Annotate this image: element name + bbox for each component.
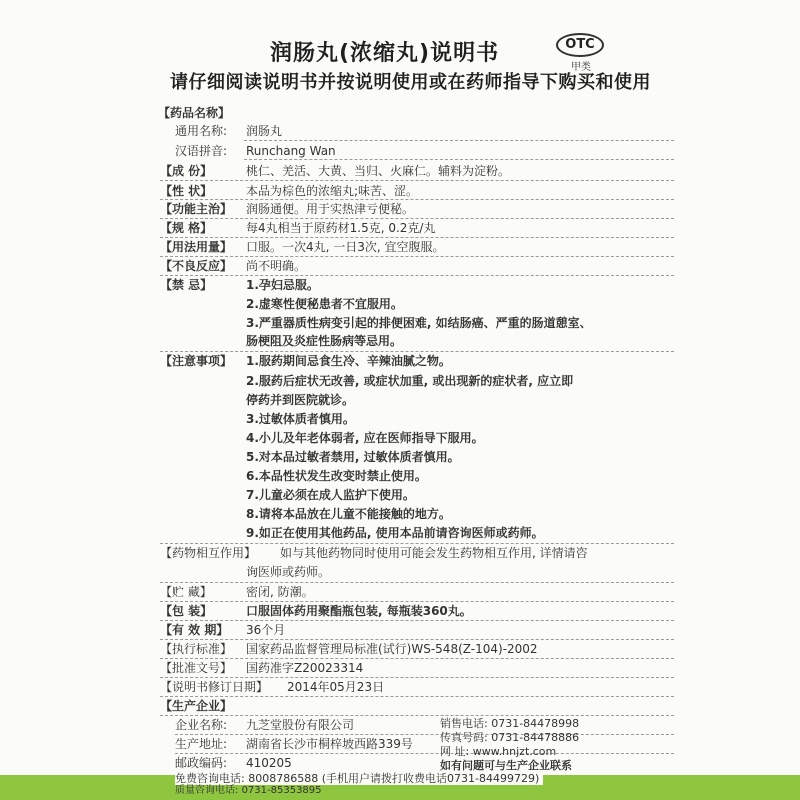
- spec-value: 每4丸相当于原药材1.5克, 0.2克/丸: [246, 221, 436, 235]
- hotline-label: 免费咨询电话:: [175, 772, 245, 785]
- divider: [160, 275, 674, 276]
- generic-name-value: 润肠丸: [246, 124, 283, 138]
- precaution-item: 2.服药后症状无改善, 或症状加重, 或出现新的症状者, 应立即: [246, 374, 574, 388]
- postcode-label: 邮政编码:: [175, 756, 228, 770]
- precaution-item: 6.本品性状发生改变时禁止使用。: [246, 469, 427, 483]
- section-manufacturer: 【生产企业】: [160, 699, 233, 713]
- document-title: 润肠丸(浓缩丸)说明书: [270, 41, 500, 66]
- divider: [244, 140, 674, 141]
- sales-label: 销售电话:: [440, 717, 488, 730]
- divider: [160, 715, 674, 716]
- divider: [160, 620, 674, 621]
- approval-label: 【批准文号】: [160, 661, 233, 675]
- address-label: 生产地址:: [175, 737, 228, 751]
- usage-label: 【用法用量】: [160, 240, 233, 254]
- postcode-value: 410205: [246, 756, 292, 770]
- precaution-item: 3.过敏体质者慎用。: [246, 412, 355, 426]
- otc-badge-icon: OTC: [556, 33, 604, 57]
- package-value: 口服固体药用聚酯瓶包装, 每瓶装360丸。: [246, 604, 472, 618]
- contact-block: [440, 717, 579, 773]
- precaution-item: 5.对本品过敏者禁用, 过敏体质者慎用。: [246, 450, 460, 464]
- pinyin-label: 汉语拼音:: [175, 144, 228, 158]
- ingredients-label: 【成 份】: [160, 164, 213, 178]
- precaution-item: 4.小儿及年老体弱者, 应在医师指导下服用。: [246, 431, 484, 445]
- ingredients-value: 桃仁、羌活、大黄、当归、火麻仁。辅料为淀粉。: [246, 164, 511, 178]
- hotline-row: [175, 772, 543, 785]
- quality-value: 0731-85353895: [241, 785, 322, 796]
- contraindication-item: 2.虚寒性便秘患者不宜服用。: [246, 297, 403, 311]
- divider: [160, 658, 674, 659]
- fax-label: 传真号码:: [440, 731, 488, 744]
- character-label: 【性 状】: [160, 184, 213, 198]
- divider: [160, 582, 674, 583]
- spec-label: 【规 格】: [160, 221, 213, 235]
- quality-row: [175, 785, 322, 797]
- adverse-label: 【不良反应】: [160, 259, 233, 273]
- precaution-item: 停药并到医院就诊。: [246, 393, 355, 407]
- storage-value: 密闭, 防潮。: [246, 585, 314, 599]
- address-value: 湖南省长沙市桐梓坡西路339号: [246, 737, 413, 751]
- precaution-item: 7.儿童必须在成人监护下使用。: [246, 488, 415, 502]
- otc-class-label: 甲类: [571, 62, 591, 73]
- divider: [160, 696, 674, 697]
- company-label: 企业名称:: [175, 718, 228, 732]
- company-value: 九芝堂股份有限公司: [246, 718, 355, 732]
- sales-row: [440, 717, 579, 731]
- revision-value: 2014年05月23日: [287, 680, 385, 694]
- fax-value: 0731-84478886: [491, 731, 580, 744]
- web-row: [440, 745, 579, 759]
- precaution-item: 1.服药期间忌食生冷、辛辣油腻之物。: [246, 354, 451, 368]
- precaution-item: 9.如正在使用其他药品, 使用本品前请咨询医师或药师。: [246, 526, 544, 540]
- interactions-line: 如与其他药物同时使用可能会发生药物相互作用, 详情请咨: [280, 546, 588, 560]
- instruction-subtitle: 请仔细阅读说明书并按说明使用或在药师指导下购买和使用: [170, 72, 651, 93]
- divider: [160, 199, 674, 200]
- standard-value: 国家药品监督管理局标准(试行)WS-548(Z-104)-2002: [246, 642, 538, 656]
- interactions-line: 询医师或药师。: [246, 565, 331, 579]
- approval-value: 国药准字Z20023314: [246, 661, 364, 675]
- contraindications-label: 【禁 忌】: [160, 278, 213, 292]
- contraindication-item: 肠梗阻及炎症性肠病等忌用。: [246, 334, 403, 348]
- adverse-value: 尚不明确。: [246, 259, 307, 273]
- character-value: 本品为棕色的浓缩丸;味苦、涩。: [246, 184, 419, 198]
- divider: [160, 256, 674, 257]
- contraindication-item: 3.严重器质性病变引起的排便困难, 如结肠癌、严重的肠道憩室、: [246, 316, 592, 330]
- standard-label: 【执行标准】: [160, 642, 233, 656]
- revision-label: 【说明书修订日期】: [160, 680, 269, 694]
- storage-label: 【贮 藏】: [160, 585, 212, 599]
- web-label: 网 址:: [440, 745, 470, 758]
- interactions-label: 【药物相互作用】: [160, 546, 257, 560]
- usage-value: 口服。一次4丸, 一日3次, 宜空腹服。: [246, 240, 445, 254]
- divider: [160, 180, 674, 181]
- generic-name-label: 通用名称:: [175, 124, 228, 138]
- precautions-label: 【注意事项】: [160, 354, 233, 368]
- validity-value: 36个月: [246, 623, 286, 637]
- contraindication-item: 1.孕妇忌服。: [246, 278, 319, 292]
- footer-note: 如有问题可与生产企业联系: [440, 759, 572, 772]
- left-white-area: [0, 0, 108, 775]
- precaution-item: 8.请将本品放在儿童不能接触的地方。: [246, 507, 451, 521]
- package-label: 【包 装】: [160, 604, 213, 618]
- sales-value: 0731-84478998: [491, 717, 580, 730]
- divider: [244, 159, 674, 160]
- pinyin-value: Runchang Wan: [246, 144, 336, 158]
- indication-label: 【功能主治】: [160, 202, 233, 216]
- hotline-value: 8008786588 (手机用户请拨打收费电话0731-84499729): [248, 772, 540, 785]
- fax-row: [440, 731, 579, 745]
- indication-value: 润肠通便。用于实热津亏便秘。: [246, 202, 415, 216]
- quality-label: 质量咨询电话:: [175, 785, 239, 796]
- section-drug-name: 【药品名称】: [158, 106, 231, 120]
- web-value: www.hnjzt.com: [472, 745, 557, 758]
- validity-label: 【有 效 期】: [160, 623, 229, 637]
